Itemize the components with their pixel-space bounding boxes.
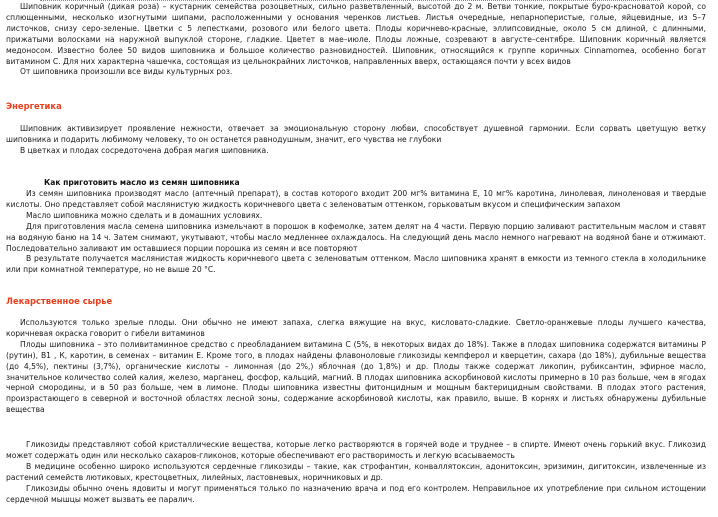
raw-heading: Лекарственное сырье <box>6 296 113 306</box>
oil-paragraph-3: Для приготовления масла семена шиповника измельчают в порошок в кофемолке, затем делят на 4 части. Первую порцию заливают растительным маслом и ставят на водяную баню на 14 ч. Затем снимают, укутывают, чтобы масло медленнее охлаждалось. На следующий день масло немного нагревают на водяной бане и отжимают. Последовательно заливают им оставшиеся порции порошка из семян и все повторяют <box>6 221 706 253</box>
energy-heading: Энергетика <box>6 101 62 111</box>
oil-paragraph-4: В результате получается маслянистая жидкость коричневого цвета с зеленоватым оттенком. Масло шиповника хранят в емкости из темного стекла в холодильнике или при комнатной температуре, но не выше 20 °С. <box>6 254 706 275</box>
raw-paragraph-1: Используются только зрелые плоды. Они обычно не имеют запаха, слегка вяжущие на вкус, кисловато-сладкие. Светло-оранжевые плоды лучшего качества, коричневая окраска говорит о гибели витаминов <box>6 318 706 338</box>
glyco-paragraph-1: Гликозиды представляют собой кристаллические вещества, которые легко растворяются в горячей воде и труднее – в спирте. Имеют очень горький вкус. Гликозид может содержать один или несколько сахаров-гликонов, которые обеспечивают его растворимость и легкую всасываемость <box>6 440 706 460</box>
energy-paragraph-2: В цветках и плодах сосредоточена добрая магия шиповника. <box>20 145 269 155</box>
intro-paragraph-2: От шиповника произошли все виды культурных роз. <box>20 67 233 77</box>
oil-section <box>6 178 706 276</box>
intro-section <box>6 2 706 78</box>
oil-title: Как приготовить масло из семян шиповника <box>44 178 240 187</box>
energy-section <box>6 124 706 157</box>
raw-paragraph-2: Плоды шиповника – это поливитаминное средство с преобладанием витамина С (5%, в некоторых видах до 18%). Также в плодах шиповника содержатся витамины Р (рутин), В1 , К, каротин, в семенах – витамин Е. Кроме того, в плодах найдены флавоноловые гликозиды кемпферол и кверцетин, сахара (до 18%), дубильные вещества (до 4,5%), пектины (3,7%), органические кислоты – лимонная (до 2%,) яблочная (до 1,8%) и др. Плоды также содержат ликопин, рубиксантин, эфирное масло, значительное количество солей калия, железо, марганец, фосфор, кальций, магний. В плодах шиповника аскорбиновой кислоты примерно в 10 раз больше, чем в ягодах черной смородины, и в 50 раз больше, чем в лимоне. Плоды шиповника известны фитонцидным и мощным бактерицидным свойствами. В плодах этого растения, произрастающего в северной и восточной областях лесной зоны, содержание аскорбиновой кислоты, как правило, выше. В корнях и листьях обнаружены дубильные вещества <box>6 339 706 415</box>
intro-paragraph-1: Шиповник коричный (дикая роза) – кустарник семейства розоцветных, сильно разветвленный, высотой до 2 м. Ветви тонкие, покрытые буро-красноватой корой, со сплющенными, несколько изогнутыми шипами, расположенными у основания черенков листьев. Листья очередные, непарноперистые, голые, яйцевидные, из 5–7 листочков, снизу серо-зеленые. Цветки с 5 лепестками, розового или белого цвета. Плоды коричнево-красные, эллипсовидные, около 5 см длиной, с длинными, прижатыми волосками на наружной выпуклой стороне, гладкие. Цветет в мае–июле. Плоды ложные, созревают в августе–сентябре. Шиповник коричный является медоносом. Известно более 50 видов шиповника и большое количество разновидностей. Шиповник, относящийся к группе коричных Cinnamomea, особенно богат витамином С. Для них характерна чашечка, состоящая из цельнокрайних листочков, направленных вверх, остающаяся почти у всех видов <box>6 2 706 66</box>
glycosides-section <box>6 440 706 505</box>
glyco-paragraph-2: В медицине особенно широко используются сердечные гликозиды – такие, как строфантин, конваллятоксин, адонитоксин, эризимин, дигитоксин, извлеченные из растений семейств лютиковых, крестоцветных, лилейных, ластовневых, норичниковых и др. <box>6 461 706 482</box>
oil-paragraph-2: Масло шиповника можно сделать и в домашних условиях. <box>26 210 263 220</box>
glyco-paragraph-3: Гликозиды обычно очень ядовиты и могут применяться только по назначению врача и под его контролем. Неправильное их употребление при сильном истощении сердечной мышцы может вызвать ее паралич. <box>6 483 706 504</box>
raw-section <box>6 318 706 416</box>
oil-paragraph-1: Из семян шиповника производят масло (аптечный препарат), в состав которого входит 200 мг% витамина Е, 10 мг% каротина, линолевая, линоленовая и твердые кислоты. Оно представляет собой маслянистую жидкость коричневого цвета с зеленоватым оттенком, горьковатым вкусом и специфическим запахом <box>6 189 706 209</box>
energy-paragraph-1: Шиповник активизирует проявление нежности, отвечает за эмоциональную сторону любви, способствует душевной гармонии. Если сорвать цветущую ветку шиповника и подарить любимому человеку, то он останется равнодушным, значит, его чувства не глубоки <box>6 124 706 144</box>
